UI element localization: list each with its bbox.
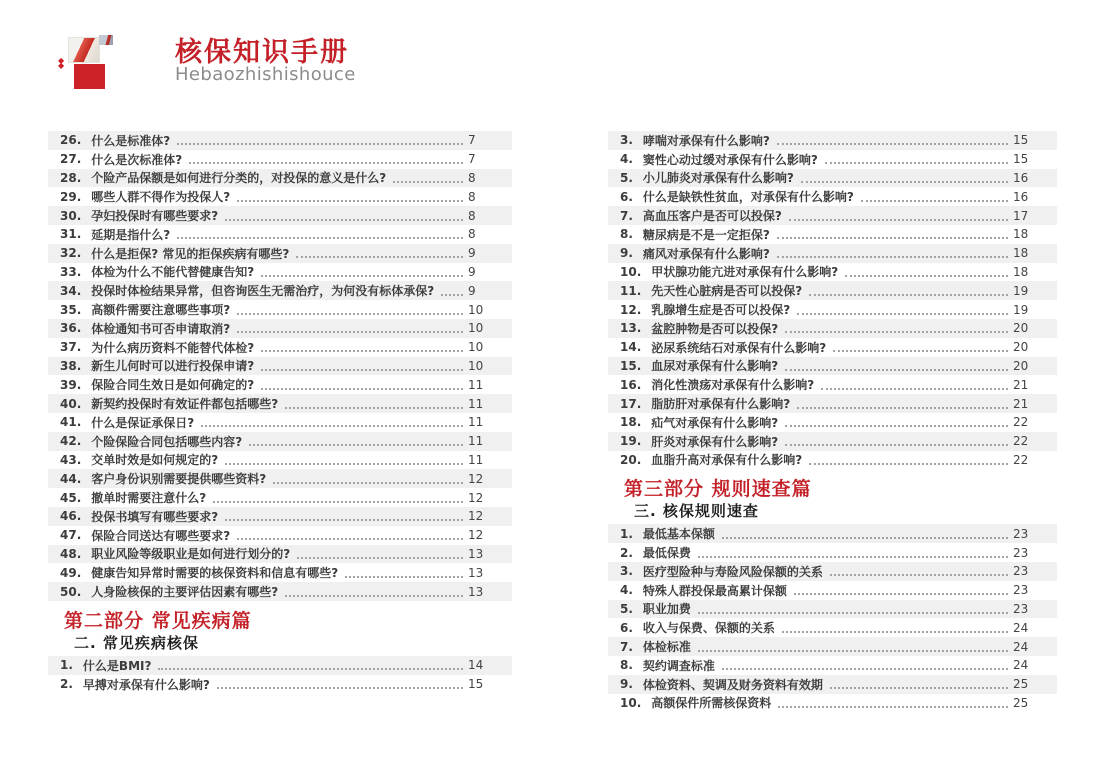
toc-entry: [48, 526, 512, 545]
entry-number: 15.: [620, 358, 642, 373]
entry-number: 17.: [620, 396, 642, 411]
toc-entry: [48, 488, 512, 507]
entry-page-number: 9: [468, 246, 476, 261]
entry-number: 39.: [60, 377, 82, 392]
dot-leader: [225, 219, 463, 221]
entry-number: 19.: [620, 434, 642, 449]
entry-page-number: 22: [1013, 415, 1029, 430]
dot-leader: [845, 275, 1008, 277]
entry-page-number: 10: [468, 358, 484, 373]
toc-entry: [608, 281, 1057, 300]
dot-leader: [785, 369, 1008, 371]
entry-page-number: 8: [468, 170, 476, 185]
dot-leader: [261, 350, 463, 352]
dot-leader: [782, 631, 1008, 633]
toc-entry: [608, 206, 1057, 225]
entry-page-number: 11: [468, 415, 484, 430]
entry-number: 36.: [60, 321, 82, 336]
entry-number: 48.: [60, 546, 82, 561]
toc-entry: [48, 244, 512, 263]
entry-title: 投保书填写有哪些要求?: [91, 509, 219, 524]
entry-title: 脂肪肝对承保有什么影响?: [651, 397, 791, 412]
entry-title: 个险保险合同包括哪些内容?: [91, 434, 243, 449]
entry-title: 肝炎对承保有什么影响?: [651, 434, 779, 449]
toc-entry: [608, 338, 1057, 357]
entry-title: 什么是次标准体?: [91, 152, 183, 167]
toc-entry: [48, 131, 512, 150]
entry-page-number: 24: [1013, 639, 1029, 654]
entry-number: 29.: [60, 189, 82, 204]
dot-leader: [797, 407, 1008, 409]
entry-page-number: 17: [1013, 208, 1029, 223]
entry-number: 14.: [620, 340, 642, 355]
entry-page-number: 23: [1013, 526, 1029, 541]
entry-page-number: 11: [468, 396, 484, 411]
entry-title: 保险合同送达有哪些要求?: [91, 528, 231, 543]
entry-title: 医疗型险种与寿险风险保额的关系: [642, 564, 823, 579]
entry-page-number: 21: [1013, 396, 1029, 411]
entry-page-number: 15: [1013, 133, 1029, 148]
entry-title: 小儿肺炎对承保有什么影响?: [642, 171, 794, 186]
entry-title: 窦性心动过缓对承保有什么影响?: [642, 152, 818, 167]
entry-page-number: 25: [1013, 677, 1029, 692]
toc-column-right: [608, 131, 1057, 712]
entry-number: 13.: [620, 321, 642, 336]
entry-page-number: 16: [1013, 170, 1029, 185]
entry-page-number: 12: [468, 490, 484, 505]
entry-page-number: 20: [1013, 321, 1029, 336]
entry-number: 6.: [620, 189, 633, 204]
entry-title: 投保时体检结果异常，但咨询医生无需治疗，为何没有标体承保?: [91, 284, 435, 299]
section3-title: 第三部分 规则速查篇: [624, 478, 812, 501]
entry-page-number: 24: [1013, 620, 1029, 635]
dot-leader: [777, 143, 1008, 145]
entry-number: 47.: [60, 528, 82, 543]
entry-number: 4.: [620, 583, 633, 598]
entry-number: 42.: [60, 434, 82, 449]
dot-leader: [809, 463, 1008, 465]
toc-entry: [48, 451, 512, 470]
dot-leader: [777, 256, 1008, 258]
toc-entry: [48, 300, 512, 319]
entry-page-number: 11: [468, 434, 484, 449]
entry-page-number: 14: [468, 658, 484, 673]
entry-page-number: 24: [1013, 658, 1029, 673]
entry-number: 35.: [60, 302, 82, 317]
entry-page-number: 23: [1013, 601, 1029, 616]
toc-entry: [608, 225, 1057, 244]
entry-number: 49.: [60, 565, 82, 580]
entry-title: 高额件需要注意哪些事项?: [91, 303, 231, 318]
entry-page-number: 20: [1013, 358, 1029, 373]
dot-leader: [345, 576, 463, 578]
dot-leader: [821, 388, 1008, 390]
entry-title: 健康告知异常时需要的核保资料和信息有哪些?: [91, 566, 339, 581]
dot-leader: [797, 313, 1008, 315]
entry-title: 痛风对承保有什么影响?: [642, 246, 770, 261]
entry-page-number: 23: [1013, 564, 1029, 579]
entry-title: 先天性心脏病是否可以投保?: [651, 284, 803, 299]
dot-leader: [785, 425, 1008, 427]
toc-entry: [48, 150, 512, 169]
section3-subtitle: 三. 核保规则速查: [634, 502, 759, 521]
entry-title: 血脂升高对承保有什么影响?: [651, 453, 803, 468]
dot-leader: [237, 313, 463, 315]
entry-number: 7.: [620, 639, 633, 654]
entry-title: 最低保费: [642, 546, 691, 561]
entry-number: 4.: [620, 152, 633, 167]
brand-logo-icon: [55, 34, 170, 92]
entry-page-number: 13: [468, 565, 484, 580]
entry-number: 9.: [620, 677, 633, 692]
dot-leader: [285, 407, 463, 409]
toc-entry: [48, 413, 512, 432]
entry-title: 什么是BMI?: [82, 658, 152, 673]
entry-number: 10.: [620, 695, 642, 710]
entry-title: 新生儿何时可以进行投保申请?: [91, 359, 255, 374]
entry-page-number: 11: [468, 377, 484, 392]
toc-entry: [608, 357, 1057, 376]
entry-page-number: 22: [1013, 452, 1029, 467]
entry-page-number: 18: [1013, 246, 1029, 261]
entry-title: 泌尿系统结石对承保有什么影响?: [651, 340, 827, 355]
entry-page-number: 8: [468, 227, 476, 242]
dot-leader: [777, 237, 1008, 239]
entry-number: 1.: [60, 658, 73, 673]
entry-title: 高血压客户是否可以投保?: [642, 209, 782, 224]
entry-number: 2.: [620, 545, 633, 560]
entry-title: 哮喘对承保有什么影响?: [642, 133, 770, 148]
entry-title: 职业加费: [642, 602, 691, 617]
entry-title: 血尿对承保有什么影响?: [651, 359, 779, 374]
toc-entry: [608, 637, 1057, 656]
dot-leader: [778, 706, 1008, 708]
entry-title: 收入与保费、保额的关系: [642, 621, 775, 636]
dot-leader: [189, 162, 463, 164]
entry-title: 特殊人群投保最高累计保额: [642, 583, 787, 598]
dot-leader: [225, 519, 463, 521]
toc-entry: [608, 562, 1057, 581]
dot-leader: [177, 237, 463, 239]
entry-title: 哪些人群不得作为投保人?: [91, 190, 231, 205]
toc-entry: [48, 563, 512, 582]
toc-entry: [608, 300, 1057, 319]
dot-leader: [830, 687, 1008, 689]
dot-leader: [722, 668, 1008, 670]
entry-number: 32.: [60, 246, 82, 261]
entry-page-number: 12: [468, 528, 484, 543]
entry-number: 38.: [60, 358, 82, 373]
toc-entry: [608, 618, 1057, 637]
entry-title: 什么是保证承保日?: [91, 415, 195, 430]
logo-accent-marks: ◆ ◆: [58, 56, 67, 70]
dot-leader: [273, 482, 463, 484]
entry-number: 45.: [60, 490, 82, 505]
toc-entry: [608, 543, 1057, 562]
entry-page-number: 8: [468, 189, 476, 204]
toc-entry: [48, 357, 512, 376]
entry-page-number: 22: [1013, 434, 1029, 449]
entry-page-number: 25: [1013, 695, 1029, 710]
entry-page-number: 20: [1013, 340, 1029, 355]
toc-entry: [608, 451, 1057, 470]
dot-leader: [789, 219, 1008, 221]
entry-page-number: 13: [468, 546, 484, 561]
toc-entry: [608, 187, 1057, 206]
entry-title: 疝气对承保有什么影响?: [651, 415, 779, 430]
entry-title: 人身险核保的主要评估因素有哪些?: [91, 585, 279, 600]
entry-title: 交单时效是如何规定的?: [91, 453, 219, 468]
entry-number: 20.: [620, 452, 642, 467]
toc-entry: [608, 656, 1057, 675]
dot-leader: [261, 388, 463, 390]
dot-leader: [801, 181, 1008, 183]
dot-leader: [825, 162, 1008, 164]
dot-leader: [237, 200, 463, 202]
toc-entry: [608, 675, 1057, 694]
dot-leader: [297, 557, 463, 559]
entry-page-number: 23: [1013, 583, 1029, 598]
entry-number: 10.: [620, 264, 642, 279]
entry-number: 8.: [620, 227, 633, 242]
entry-title: 早搏对承保有什么影响?: [82, 677, 210, 692]
entry-number: 31.: [60, 227, 82, 242]
toc-entry: [608, 375, 1057, 394]
entry-title: 什么是缺铁性贫血，对承保有什么影响?: [642, 190, 854, 205]
toc-entry: [608, 131, 1057, 150]
entry-number: 1.: [620, 526, 633, 541]
entry-page-number: 9: [468, 283, 476, 298]
entry-page-number: 9: [468, 264, 476, 279]
entry-page-number: 12: [468, 471, 484, 486]
entry-page-number: 23: [1013, 545, 1029, 560]
toc-entry: [48, 675, 512, 694]
toc-list-part1: [48, 131, 512, 601]
entry-number: 5.: [620, 601, 633, 616]
entry-page-number: 16: [1013, 189, 1029, 204]
entry-page-number: 10: [468, 340, 484, 355]
entry-number: 43.: [60, 452, 82, 467]
entry-title: 消化性溃疡对承保有什么影响?: [651, 378, 815, 393]
section2-title: 第二部分 常见疾病篇: [64, 609, 252, 632]
entry-number: 28.: [60, 170, 82, 185]
toc-entry: [48, 507, 512, 526]
entry-title: 契约调查标准: [642, 658, 715, 673]
dot-leader: [393, 181, 463, 183]
dot-leader: [158, 668, 463, 670]
logo-red-square: [74, 64, 105, 89]
toc-entry: [48, 281, 512, 300]
toc-entry: [608, 413, 1057, 432]
logo-thumbnail-tile: [99, 35, 113, 45]
entry-number: 7.: [620, 208, 633, 223]
toc-entry: [48, 582, 512, 601]
dot-leader: [177, 143, 463, 145]
entry-title: 延期是指什么?: [91, 227, 171, 242]
toc-entry: [608, 263, 1057, 282]
entry-page-number: 18: [1013, 227, 1029, 242]
toc-entry: [48, 206, 512, 225]
toc-entry: [48, 338, 512, 357]
entry-number: 46.: [60, 509, 82, 524]
dot-leader: [785, 331, 1008, 333]
entry-title: 乳腺增生症是否可以投保?: [651, 303, 791, 318]
dot-leader: [261, 275, 463, 277]
entry-page-number: 11: [468, 452, 484, 467]
entry-page-number: 8: [468, 208, 476, 223]
dot-leader: [217, 687, 463, 689]
dot-leader: [809, 294, 1008, 296]
toc-entry: [608, 432, 1057, 451]
entry-title: 体检标准: [642, 640, 691, 655]
entry-number: 2.: [60, 677, 73, 692]
dot-leader: [296, 256, 463, 258]
toc-list-part2-right: [608, 131, 1057, 469]
dot-leader: [213, 501, 463, 503]
entry-number: 44.: [60, 471, 82, 486]
entry-number: 37.: [60, 340, 82, 355]
toc-entry: [608, 600, 1057, 619]
entry-page-number: 19: [1013, 302, 1029, 317]
toc-entry: [48, 225, 512, 244]
entry-title: 甲状腺功能亢进对承保有什么影响?: [651, 265, 839, 280]
entry-title: 职业风险等级职业是如何进行划分的?: [91, 547, 291, 562]
toc-entry: [608, 524, 1057, 543]
dot-leader: [785, 444, 1008, 446]
entry-number: 3.: [620, 133, 633, 148]
entry-title: 撤单时需要注意什么?: [91, 491, 207, 506]
toc-list-part3: [608, 524, 1057, 712]
toc-entry: [608, 244, 1057, 263]
toc-entry: [48, 375, 512, 394]
entry-title: 为什么病历资料不能替代体检?: [91, 340, 255, 355]
dot-leader: [833, 350, 1008, 352]
entry-number: 8.: [620, 658, 633, 673]
dot-leader: [237, 331, 463, 333]
entry-number: 33.: [60, 264, 82, 279]
dot-leader: [698, 612, 1008, 614]
toc-entry: [608, 150, 1057, 169]
dot-leader: [285, 595, 463, 597]
entry-page-number: 15: [1013, 152, 1029, 167]
logo-photo-tile: [68, 37, 100, 63]
dot-leader: [237, 538, 463, 540]
dot-leader: [861, 200, 1008, 202]
toc-entry: [48, 656, 512, 675]
entry-number: 6.: [620, 620, 633, 635]
entry-title: 孕妇投保时有哪些要求?: [91, 209, 219, 224]
toc-entry: [608, 169, 1057, 188]
toc-entry: [48, 394, 512, 413]
entry-number: 5.: [620, 170, 633, 185]
dot-leader: [441, 294, 463, 296]
toc-column-left: [48, 131, 512, 694]
entry-title: 体检通知书可否申请取消?: [91, 321, 231, 336]
entry-number: 27.: [60, 152, 82, 167]
entry-title: 保险合同生效日是如何确定的?: [91, 378, 255, 393]
entry-title: 高额保件所需核保资料: [651, 696, 772, 711]
entry-number: 3.: [620, 564, 633, 579]
entry-title: 最低基本保额: [642, 527, 715, 542]
entry-page-number: 12: [468, 509, 484, 524]
section2-subtitle: 二. 常见疾病核保: [74, 633, 199, 652]
toc-entry: [608, 319, 1057, 338]
entry-page-number: 13: [468, 584, 484, 599]
page-title: 核保知识手册: [175, 37, 349, 68]
entry-title: 个险产品保额是如何进行分类的，对投保的意义是什么?: [91, 171, 387, 186]
entry-title: 新契约投保时有效证件都包括哪些?: [91, 397, 279, 412]
entry-number: 40.: [60, 396, 82, 411]
toc-entry: [48, 469, 512, 488]
dot-leader: [830, 574, 1008, 576]
entry-page-number: 15: [468, 677, 484, 692]
toc-entry: [608, 694, 1057, 713]
entry-number: 26.: [60, 133, 82, 148]
toc-entry: [48, 319, 512, 338]
dot-leader: [249, 444, 463, 446]
dot-leader: [261, 369, 463, 371]
toc-entry: [48, 187, 512, 206]
toc-entry: [608, 581, 1057, 600]
entry-number: 30.: [60, 208, 82, 223]
entry-number: 16.: [620, 377, 642, 392]
dot-leader: [225, 463, 463, 465]
toc-entry: [48, 169, 512, 188]
dot-leader: [698, 650, 1008, 652]
entry-title: 体检资料、契调及财务资料有效期: [642, 677, 823, 692]
entry-number: 34.: [60, 283, 82, 298]
entry-title: 盆腔肿物是否可以投保?: [651, 321, 779, 336]
dot-leader: [722, 537, 1008, 539]
entry-page-number: 21: [1013, 377, 1029, 392]
dot-leader: [698, 556, 1008, 558]
entry-title: 什么是标准体?: [91, 133, 171, 148]
entry-number: 41.: [60, 415, 82, 430]
entry-page-number: 19: [1013, 283, 1029, 298]
dot-leader: [201, 425, 463, 427]
entry-number: 18.: [620, 415, 642, 430]
entry-number: 12.: [620, 302, 642, 317]
title-block: [175, 38, 356, 84]
entry-page-number: 10: [468, 321, 484, 336]
toc-entry: [48, 432, 512, 451]
page-subtitle: Hebaozhishishouce: [175, 64, 356, 85]
toc-list-part2-left: [48, 656, 512, 694]
entry-page-number: 10: [468, 302, 484, 317]
entry-number: 50.: [60, 584, 82, 599]
entry-title: 糖尿病是不是一定拒保?: [642, 227, 770, 242]
dot-leader: [794, 593, 1008, 595]
entry-page-number: 18: [1013, 264, 1029, 279]
entry-title: 客户身份识别需要提供哪些资料?: [91, 472, 267, 487]
entry-number: 9.: [620, 246, 633, 261]
entry-title: 什么是拒保? 常见的拒保疾病有哪些?: [91, 246, 290, 261]
entry-page-number: 7: [468, 133, 476, 148]
entry-page-number: 7: [468, 152, 476, 167]
entry-number: 11.: [620, 283, 642, 298]
toc-entry: [48, 545, 512, 564]
toc-entry: [48, 263, 512, 282]
toc-entry: [608, 394, 1057, 413]
entry-title: 体检为什么不能代替健康告知?: [91, 265, 255, 280]
